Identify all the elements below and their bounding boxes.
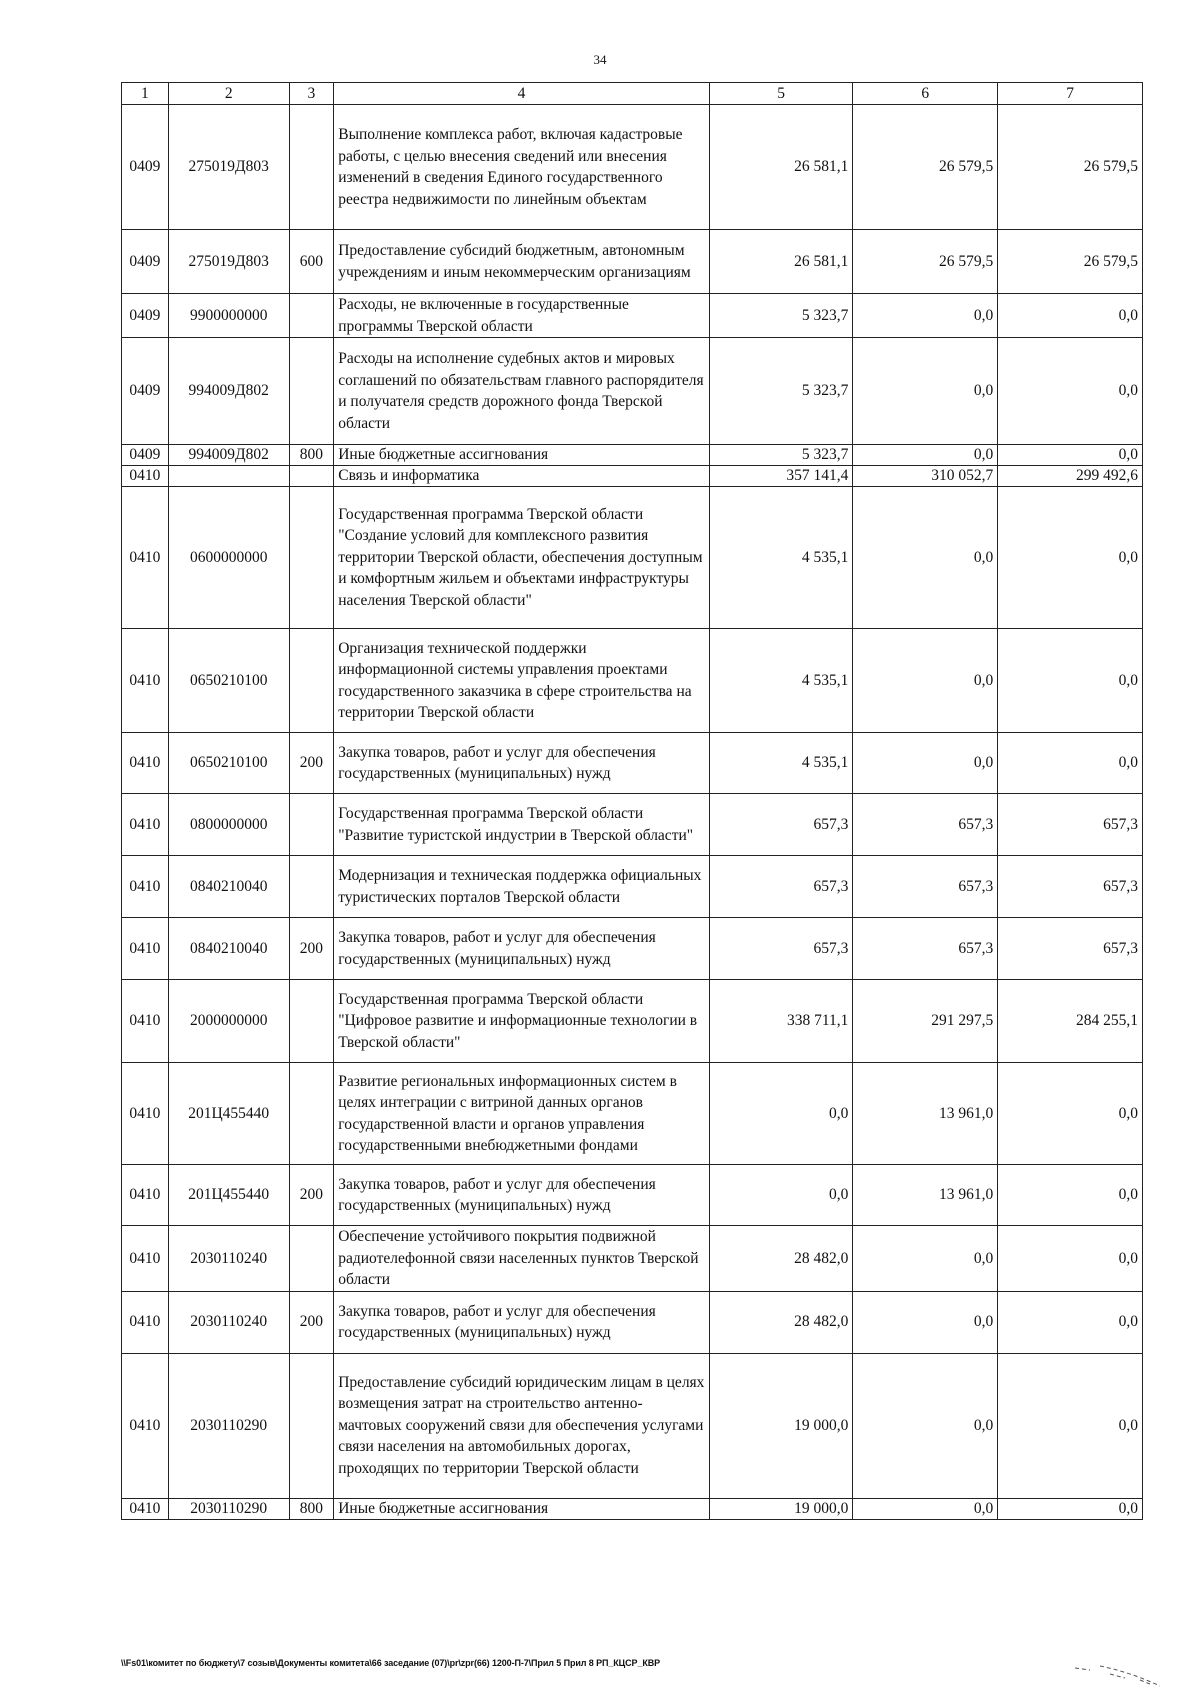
cell-amount-year-2: 0,0	[853, 1498, 998, 1519]
cell-amount-year-2: 310 052,7	[853, 466, 998, 487]
cell-target-article: 2030110240	[168, 1226, 289, 1292]
cell-section-code: 0410	[122, 1165, 169, 1226]
cell-amount-year-3: 284 255,1	[998, 980, 1143, 1063]
cell-amount-year-1: 338 711,1	[709, 980, 853, 1063]
cell-target-article: 201Ц455440	[168, 1063, 289, 1165]
cell-amount-year-2: 657,3	[853, 918, 998, 980]
cell-expense-type	[289, 466, 334, 487]
cell-target-article	[168, 466, 289, 487]
cell-target-article: 994009Д802	[168, 338, 289, 445]
cell-target-article: 0800000000	[168, 794, 289, 856]
table-row	[122, 445, 1143, 466]
cell-target-article: 2030110240	[168, 1291, 289, 1353]
cell-section-code: 0410	[122, 918, 169, 980]
table-row	[122, 487, 1143, 629]
cell-section-code: 0410	[122, 733, 169, 794]
cell-amount-year-2: 0,0	[853, 1291, 998, 1353]
cell-amount-year-2: 0,0	[853, 294, 998, 338]
cell-amount-year-2: 13 961,0	[853, 1063, 998, 1165]
cell-section-code: 0410	[122, 980, 169, 1063]
cell-target-article: 275019Д803	[168, 230, 289, 294]
cell-amount-year-1: 19 000,0	[709, 1353, 853, 1498]
cell-expense-type	[289, 1226, 334, 1292]
cell-amount-year-1: 5 323,7	[709, 294, 853, 338]
cell-amount-year-2: 291 297,5	[853, 980, 998, 1063]
table-row	[122, 1165, 1143, 1226]
cell-amount-year-1: 0,0	[709, 1063, 853, 1165]
column-header-7: 7	[998, 83, 1143, 105]
scan-artifact-mark	[1070, 1660, 1170, 1690]
cell-target-article: 0840210040	[168, 918, 289, 980]
cell-amount-year-3: 0,0	[998, 629, 1143, 733]
cell-amount-year-3: 0,0	[998, 338, 1143, 445]
cell-expense-type	[289, 856, 334, 918]
cell-amount-year-3: 0,0	[998, 1291, 1143, 1353]
cell-amount-year-1: 26 581,1	[709, 230, 853, 294]
cell-target-article: 0650210100	[168, 629, 289, 733]
cell-amount-year-2: 0,0	[853, 733, 998, 794]
cell-amount-year-3: 0,0	[998, 1498, 1143, 1519]
cell-expense-type	[289, 105, 334, 230]
cell-amount-year-1: 5 323,7	[709, 338, 853, 445]
cell-amount-year-2: 0,0	[853, 445, 998, 466]
table-row	[122, 1498, 1143, 1519]
cell-amount-year-1: 657,3	[709, 794, 853, 856]
cell-amount-year-1: 28 482,0	[709, 1291, 853, 1353]
cell-section-code: 0409	[122, 338, 169, 445]
cell-amount-year-2: 26 579,5	[853, 105, 998, 230]
table-row	[122, 733, 1143, 794]
cell-description: Закупка товаров, работ и услуг для обеспечения государственных (муниципальных) нужд	[334, 733, 710, 794]
cell-section-code: 0410	[122, 1353, 169, 1498]
footer-file-path: \\Fs01\комитет по бюджету\7 созыв\Документы комитета\66 заседание (07)\pr\zpr(66) 1200-П-7\Прил 5 Прил 8 РП_КЦСР_КВР	[121, 1658, 661, 1668]
cell-expense-type	[289, 294, 334, 338]
cell-expense-type	[289, 794, 334, 856]
cell-description: Расходы на исполнение судебных актов и мировых соглашений по обязательствам главного распорядителя и получателя средств дорожного фонда Тверской области	[334, 338, 710, 445]
cell-amount-year-2: 13 961,0	[853, 1165, 998, 1226]
table-row	[122, 338, 1143, 445]
table-row	[122, 230, 1143, 294]
table-row	[122, 856, 1143, 918]
cell-target-article: 994009Д802	[168, 445, 289, 466]
cell-expense-type: 600	[289, 230, 334, 294]
cell-amount-year-2: 0,0	[853, 487, 998, 629]
column-header-3: 3	[289, 83, 334, 105]
cell-amount-year-2: 0,0	[853, 338, 998, 445]
cell-amount-year-3: 0,0	[998, 445, 1143, 466]
cell-amount-year-3: 299 492,6	[998, 466, 1143, 487]
cell-target-article: 2030110290	[168, 1353, 289, 1498]
cell-amount-year-2: 0,0	[853, 629, 998, 733]
cell-description: Предоставление субсидий юридическим лицам в целях возмещения затрат на строительство антенно-мачтовых сооружений связи для обеспечения услугами связи населения на автомобильных дорогах, проходящих по территории Тверской области	[334, 1353, 710, 1498]
cell-expense-type	[289, 629, 334, 733]
table-row	[122, 294, 1143, 338]
page-number: 34	[593, 52, 607, 67]
column-header-1: 1	[122, 83, 169, 105]
table-body	[122, 105, 1143, 1520]
cell-description: Закупка товаров, работ и услуг для обеспечения государственных (муниципальных) нужд	[334, 918, 710, 980]
table-row	[122, 629, 1143, 733]
column-header-2: 2	[168, 83, 289, 105]
cell-amount-year-1: 0,0	[709, 1165, 853, 1226]
cell-description: Связь и информатика	[334, 466, 710, 487]
cell-amount-year-1: 26 581,1	[709, 105, 853, 230]
cell-expense-type: 200	[289, 733, 334, 794]
cell-section-code: 0409	[122, 230, 169, 294]
table-row	[122, 1353, 1143, 1498]
cell-amount-year-3: 657,3	[998, 856, 1143, 918]
cell-amount-year-1: 657,3	[709, 918, 853, 980]
table-row	[122, 1063, 1143, 1165]
cell-section-code: 0409	[122, 445, 169, 466]
cell-description: Иные бюджетные ассигнования	[334, 445, 710, 466]
table-header-row	[122, 83, 1143, 105]
cell-expense-type: 200	[289, 1291, 334, 1353]
cell-amount-year-3: 657,3	[998, 918, 1143, 980]
cell-section-code: 0409	[122, 105, 169, 230]
cell-amount-year-2: 0,0	[853, 1353, 998, 1498]
cell-amount-year-3: 0,0	[998, 1165, 1143, 1226]
cell-expense-type	[289, 1353, 334, 1498]
cell-target-article: 2030110290	[168, 1498, 289, 1519]
cell-expense-type	[289, 1063, 334, 1165]
cell-section-code: 0410	[122, 487, 169, 629]
cell-section-code: 0410	[122, 1498, 169, 1519]
cell-description: Государственная программа Тверской области "Создание условий для комплексного развития территории Тверской области, обеспечения доступным и комфортным жильем и объектами инфраструктуры населения Тверской области"	[334, 487, 710, 629]
cell-section-code: 0410	[122, 794, 169, 856]
cell-amount-year-3: 0,0	[998, 1226, 1143, 1292]
cell-amount-year-1: 4 535,1	[709, 487, 853, 629]
cell-description: Организация технической поддержки информационной системы управления проектами государственного заказчика в сфере строительства на территории Тверской области	[334, 629, 710, 733]
cell-expense-type	[289, 980, 334, 1063]
cell-amount-year-2: 657,3	[853, 794, 998, 856]
budget-table	[121, 82, 1143, 1520]
cell-section-code: 0409	[122, 294, 169, 338]
cell-description: Развитие региональных информационных систем в целях интеграции с витриной данных органов государственной власти и органов управления государственными внебюджетными фондами	[334, 1063, 710, 1165]
cell-amount-year-1: 19 000,0	[709, 1498, 853, 1519]
cell-expense-type: 200	[289, 1165, 334, 1226]
table-row	[122, 466, 1143, 487]
cell-section-code: 0410	[122, 856, 169, 918]
cell-amount-year-2: 26 579,5	[853, 230, 998, 294]
cell-amount-year-3: 0,0	[998, 733, 1143, 794]
cell-expense-type: 800	[289, 1498, 334, 1519]
cell-description: Закупка товаров, работ и услуг для обеспечения государственных (муниципальных) нужд	[334, 1291, 710, 1353]
cell-amount-year-3: 0,0	[998, 487, 1143, 629]
cell-description: Модернизация и техническая поддержка официальных туристических порталов Тверской области	[334, 856, 710, 918]
cell-target-article: 0600000000	[168, 487, 289, 629]
cell-amount-year-1: 28 482,0	[709, 1226, 853, 1292]
cell-amount-year-2: 0,0	[853, 1226, 998, 1292]
cell-description: Государственная программа Тверской области "Цифровое развитие и информационные технологии в Тверской области"	[334, 980, 710, 1063]
cell-amount-year-1: 657,3	[709, 856, 853, 918]
cell-amount-year-1: 4 535,1	[709, 629, 853, 733]
cell-amount-year-1: 4 535,1	[709, 733, 853, 794]
cell-amount-year-3: 26 579,5	[998, 105, 1143, 230]
cell-description: Предоставление субсидий бюджетным, автономным учреждениям и иным некоммерческим организациям	[334, 230, 710, 294]
cell-description: Обеспечение устойчивого покрытия подвижной радиотелефонной связи населенных пунктов Тверской области	[334, 1226, 710, 1292]
table-row	[122, 1291, 1143, 1353]
column-header-4: 4	[334, 83, 710, 105]
cell-amount-year-1: 5 323,7	[709, 445, 853, 466]
cell-section-code: 0410	[122, 629, 169, 733]
cell-target-article: 2000000000	[168, 980, 289, 1063]
cell-target-article: 275019Д803	[168, 105, 289, 230]
table-row	[122, 980, 1143, 1063]
cell-description: Государственная программа Тверской области "Развитие туристской индустрии в Тверской области"	[334, 794, 710, 856]
cell-amount-year-3: 0,0	[998, 294, 1143, 338]
cell-description: Закупка товаров, работ и услуг для обеспечения государственных (муниципальных) нужд	[334, 1165, 710, 1226]
cell-amount-year-3: 0,0	[998, 1063, 1143, 1165]
cell-amount-year-1: 357 141,4	[709, 466, 853, 487]
cell-target-article: 0840210040	[168, 856, 289, 918]
cell-amount-year-3: 0,0	[998, 1353, 1143, 1498]
cell-expense-type	[289, 487, 334, 629]
cell-section-code: 0410	[122, 466, 169, 487]
table-row	[122, 105, 1143, 230]
cell-target-article: 9900000000	[168, 294, 289, 338]
column-header-6: 6	[853, 83, 998, 105]
cell-target-article: 0650210100	[168, 733, 289, 794]
table-row	[122, 1226, 1143, 1292]
cell-section-code: 0410	[122, 1291, 169, 1353]
cell-target-article: 201Ц455440	[168, 1165, 289, 1226]
cell-expense-type: 800	[289, 445, 334, 466]
cell-description: Иные бюджетные ассигнования	[334, 1498, 710, 1519]
table-row	[122, 918, 1143, 980]
cell-description: Расходы, не включенные в государственные программы Тверской области	[334, 294, 710, 338]
cell-expense-type: 200	[289, 918, 334, 980]
column-header-5: 5	[709, 83, 853, 105]
cell-section-code: 0410	[122, 1063, 169, 1165]
cell-amount-year-2: 657,3	[853, 856, 998, 918]
cell-description: Выполнение комплекса работ, включая кадастровые работы, с целью внесения сведений или внесения изменений в сведения Единого государственного реестра недвижимости по линейным объектам	[334, 105, 710, 230]
table-row	[122, 794, 1143, 856]
cell-amount-year-3: 26 579,5	[998, 230, 1143, 294]
cell-amount-year-3: 657,3	[998, 794, 1143, 856]
cell-section-code: 0410	[122, 1226, 169, 1292]
cell-expense-type	[289, 338, 334, 445]
